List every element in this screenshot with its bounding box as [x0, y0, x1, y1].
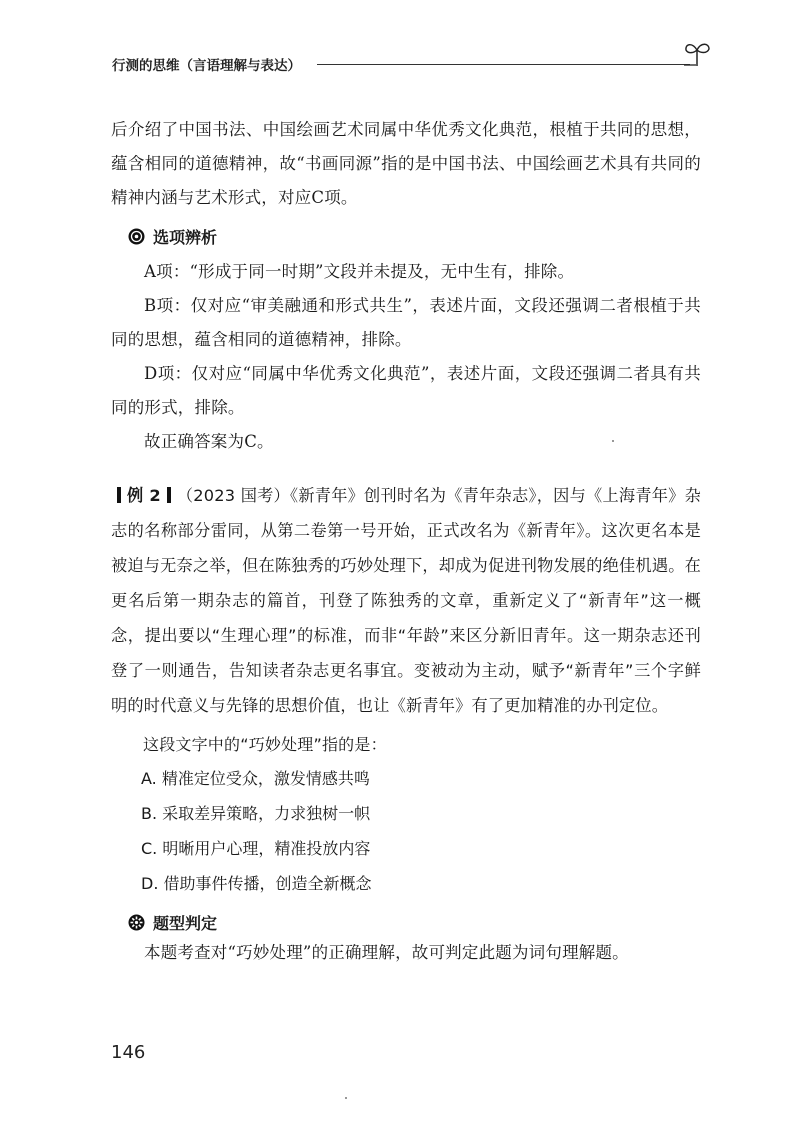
question-type-text: 本题考查对“巧妙处理”的正确理解，故可判定此题为词句理解题。	[144, 943, 629, 962]
scan-speck	[612, 440, 614, 442]
answer-conclusion: 故正确答案为C。	[144, 432, 274, 451]
option-c: C. 明晰用户心理，精准投放内容	[141, 839, 371, 858]
option-d: D. 借助事件传播，创造全新概念	[141, 874, 372, 893]
question-type-heading	[128, 911, 217, 934]
example-text: （2023 国考）《新青年》创刊时名为《青年杂志》，因与《上海青年》杂志的名称部分雷同，从第二卷第一号开始，正式改名为《新青年》。这次更名本是被迫与无奈之举，但在陈独秀的巧妙处理下，却成为促进刊物发展的绝佳机遇。在更名后第一期杂志的篇首，刊登了陈独秀的文章，重新定义了“新青年”这一概念，提出要以“生理心理”的标准，而非“年龄”来区分新旧青年。这一期杂志还刊登了一则通告，告知读者杂志更名事宜。变被动为主动，赋予“新青年”三个字鲜明的时代意义与先锋的思想价值，也让《新青年》有了更加精准的办刊定位。	[111, 486, 702, 715]
question-type-title: 题型判定	[153, 914, 218, 933]
example-bar-left	[117, 487, 121, 503]
example-question: 这段文字中的“巧妙处理”指的是：	[143, 735, 387, 754]
gear-icon	[128, 914, 145, 931]
option-analysis-item: D项：仅对应“同属中华优秀文化典范”，表述片面，文段还强调二者具有共同的形式，排除。	[111, 364, 701, 417]
option-analysis-item: A项：“形成于同一时期”文段并未提及，无中生有，排除。	[144, 262, 575, 281]
example-label: 例 2	[127, 486, 161, 505]
option-analysis-title: 选项辨析	[153, 228, 218, 247]
option-analysis-item: B项：仅对应“审美融通和形式共生”，表述片面，文段还强调二者根植于共同的思想，蕴含相同的道德精神，排除。	[111, 296, 701, 349]
running-header	[112, 50, 712, 80]
page-number: 146	[111, 1042, 146, 1063]
header-rule	[317, 64, 690, 65]
example-bar-right	[167, 487, 171, 503]
analysis-paragraph: 后介绍了中国书法、中国绘画艺术同属中华优秀文化典范，根植于共同的思想，蕴含相同的道德精神，故“书画同源”指的是中国书法、中国绘画艺术具有共同的精神内涵与艺术形式，对应C项。	[111, 120, 701, 207]
option-a: A. 精准定位受众，激发情感共鸣	[141, 769, 370, 788]
example-passage	[111, 478, 701, 723]
target-icon	[128, 228, 145, 245]
option-b: B. 采取差异策略，力求独树一帜	[141, 804, 371, 823]
header-title: 行测的思维（言语理解与表达）	[112, 58, 301, 74]
scan-speck	[345, 1097, 347, 1099]
sprout-icon	[682, 38, 712, 68]
option-analysis-heading	[128, 225, 217, 248]
